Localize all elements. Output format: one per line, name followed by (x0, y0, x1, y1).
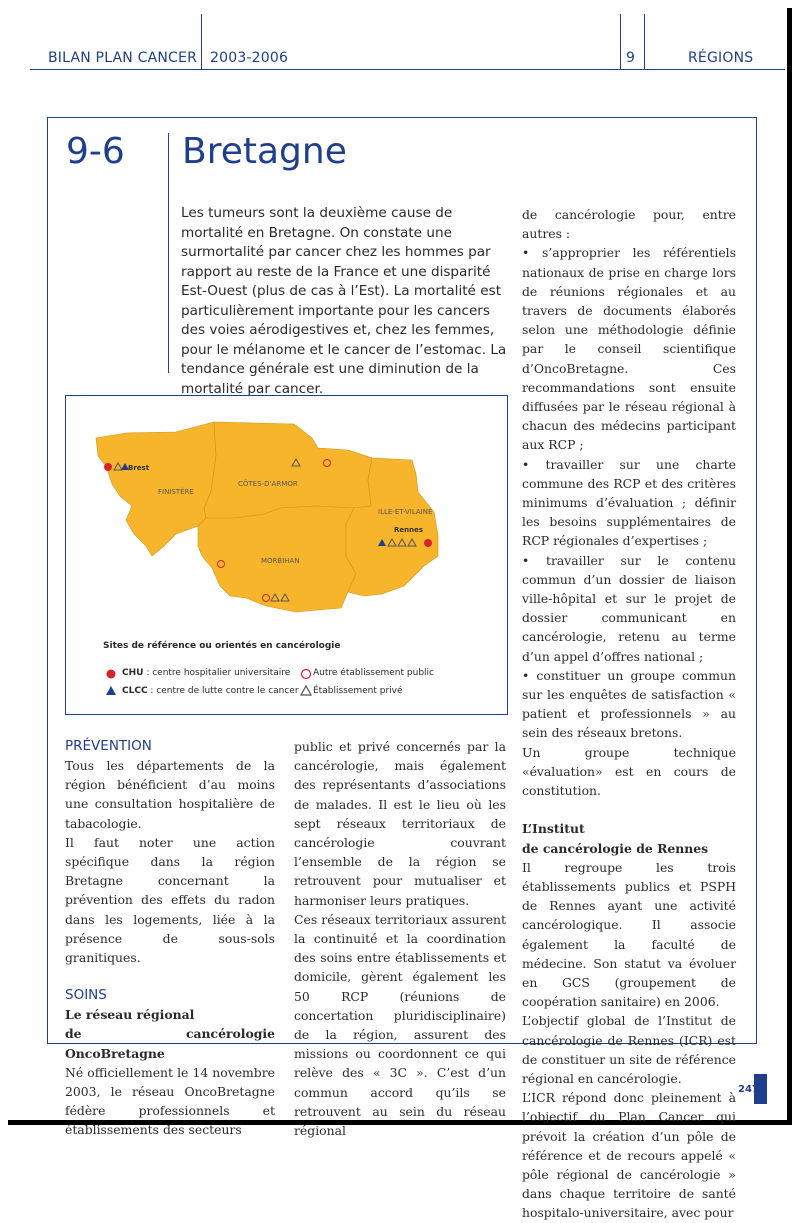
map-label-finistere: FINISTÈRE (158, 488, 194, 496)
legend-chu (122, 668, 290, 678)
chapter-number: 9-6 (66, 131, 125, 172)
legend-clcc (122, 686, 299, 696)
paragraph: Tous les départements de la région bénéficient d’au moins une consultation hospitalière de tabacologie. (65, 758, 275, 831)
cotes-darmor-shape (204, 422, 372, 518)
map-figure (65, 395, 508, 715)
paragraph: L’objectif global de l’Institut de cancérologie de Rennes (ICR) est de constituer un site de référence régional en cancérologie. (522, 1013, 736, 1086)
map-legend-title: Sites de référence ou orientés en cancérologie (103, 641, 341, 651)
legend-public: Autre établissement public (313, 668, 434, 678)
header-title: BILAN PLAN CANCER (48, 50, 197, 66)
page-number: 247 (738, 1084, 759, 1095)
paragraph: Né officiellement le 14 novembre 2003, le réseau OncoBretagne fédère professionnels et établissements des secteurs (65, 1064, 275, 1138)
legend-chu-text: : centre hospitalier universitaire (143, 668, 291, 678)
subheading: L’Institut (522, 821, 585, 837)
bretagne-map (66, 396, 507, 714)
heading-prevention: PRÉVENTION (65, 738, 152, 754)
map-city-brest: Brest (128, 464, 150, 472)
legend-clcc-abbr: CLCC (122, 686, 148, 696)
bullet-item: • travailler sur le contenu commun d’un dossier de liaison ville-hôpital et sur le projet de dossier communicant en cancérologie, retenu au terme d’un appel d’offres national ; (522, 551, 736, 666)
header-divider (620, 14, 621, 70)
map-city-rennes: Rennes (394, 526, 424, 534)
map-label-ille-et-vilaine: ILLE-ET-VILAINE (378, 508, 433, 516)
header-section-number: 9 (626, 50, 636, 66)
paragraph: public et privé concernés par la cancérologie, mais également des représentants d’associations de malades. Il est le lieu où les sept réseaux territoriaux de cancérologie couvrant l’ensemble de la région se retrouvent pour mutualiser et harmoniser leurs pratiques. (294, 739, 506, 908)
column-3 (522, 205, 736, 1223)
header-section-name: RÉGIONS (688, 50, 754, 66)
legend-private-icon (301, 686, 311, 695)
running-header (0, 0, 785, 70)
paragraph: L’ICR répond donc pleinement à l’objectif du Plan Cancer qui prévoit la création d’un pôle de référence et de recours appelé « pôle régional de cancérologie » dans chaque territoire de santé hospitalo-universitaire, avec pour (522, 1090, 736, 1221)
legend-chu-abbr: CHU (122, 668, 144, 678)
column-2 (294, 737, 506, 1140)
chapter-divider (168, 133, 169, 373)
subheading: de cancérologie de Rennes (522, 840, 709, 856)
paragraph: Il faut noter une action spécifique dans la région Bretagne concernant la prévention des effets du radon dans les logements, liée à la présence de sous-sols granitiques. (65, 834, 275, 966)
header-years: 2003-2006 (210, 50, 289, 66)
chapter-title: Bretagne (182, 131, 347, 172)
legend-clcc-text: : centre de lutte contre le cancer (147, 686, 299, 696)
map-label-morbihan: MORBIHAN (261, 557, 300, 565)
chu-marker (104, 463, 112, 471)
subheading: de cancérologie OncoBretagne (65, 1026, 275, 1061)
header-divider (644, 14, 645, 70)
legend-public-icon (302, 670, 311, 679)
legend-private: Établissement privé (313, 686, 403, 696)
bullet-item: • s’approprier les référentiels nationaux de prise en charge lors de réunions régionales et au travers de documents élaborés selon une méthodologie définie par le conseil scientifique d’OncoBretagne. Ces recommandations sont ensuite diffusées par le réseau régional à chacun des médecins participant aux RCP ; (522, 243, 736, 454)
legend-chu-icon (107, 670, 116, 679)
page-shadow (787, 8, 792, 1125)
paragraph: de cancérologie pour, entre autres : (522, 207, 736, 242)
subheading: Le réseau régional (65, 1007, 195, 1023)
bullet-item: • constituer un groupe commun sur les enquêtes de satisfaction « patient et professionnels » au sein des réseaux bretons. (522, 666, 736, 743)
heading-soins: SOINS (65, 987, 107, 1004)
legend-clcc-icon (106, 686, 116, 695)
region-shapes (96, 422, 438, 612)
header-rule (30, 69, 785, 70)
column-1 (65, 737, 275, 1140)
header-divider (201, 14, 202, 70)
chu-marker (424, 539, 432, 547)
paragraph: Il regroupe les trois établissements publics et PSPH de Rennes ayant une activité cancérologique. Il associe également la faculté de médecine. Son statut va évoluer en GCS (groupement de coopération sanitaire) en 2006. (522, 859, 736, 1010)
paragraph: Un groupe technique «évaluation» est en cours de constitution. (522, 744, 736, 799)
map-label-cotes-darmor: CÔTES-D’ARMOR (238, 480, 298, 488)
intro-text: Les tumeurs sont la deuxième cause de mortalité en Bretagne. On constate une surmortalité par cancer chez les hommes par rapport au reste de la France et une disparité Est-Ouest (plus de cas à l’Est). La mortalité est particulièrement importante pour les cancers des voies aérodigestives et, chez les femmes, pour le mélanome et le cancer de l’estomac. La tendance générale est une diminution de la mortalité par cancer. (181, 205, 507, 397)
intro-paragraph (181, 204, 511, 399)
paragraph: Ces réseaux territoriaux assurent la continuité et la coordination des soins entre établissements et domicile, gèrent également les 50 RCP (réunions de concertation pluridisciplinaire) de la région, assurent des missions ou coordonnent ce qui relève des « 3C ». C’est d’un commun accord qu’ils se retrouvent au sein du réseau régional (294, 911, 506, 1139)
bullet-item: • travailler sur une charte commune des RCP et des critères minimums d’évaluation ; définir les besoins supplémentaires de RCP régionales d’expertises ; (522, 455, 736, 551)
